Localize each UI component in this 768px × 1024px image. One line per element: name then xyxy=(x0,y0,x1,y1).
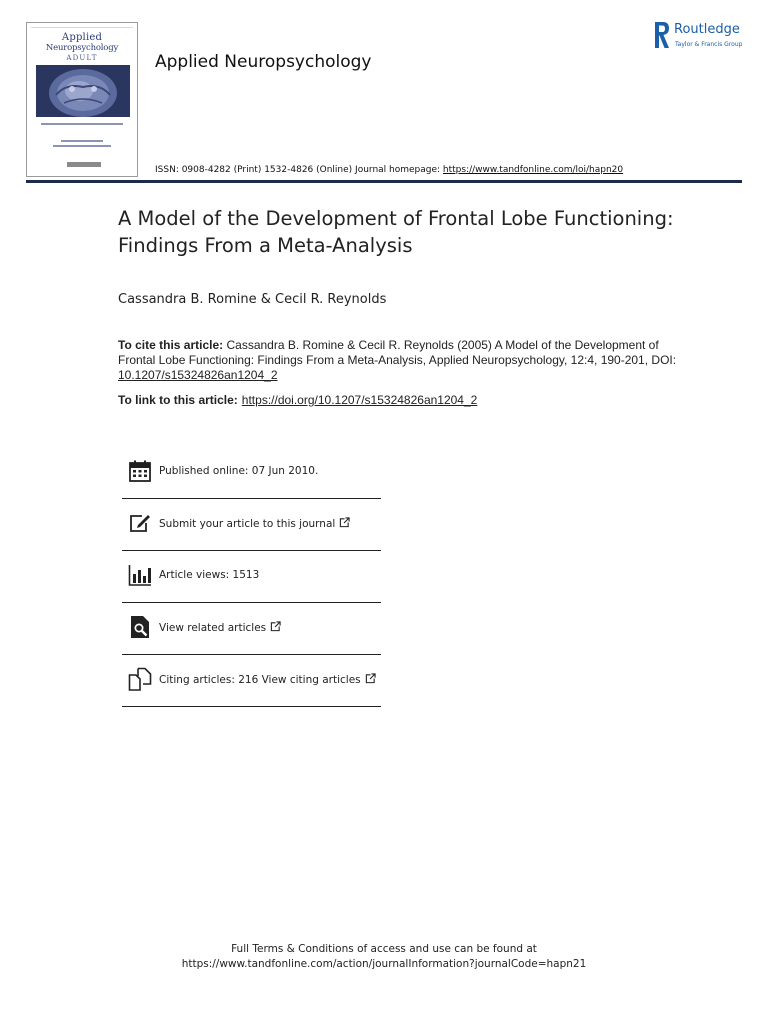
published-online-item xyxy=(122,447,381,499)
cite-doi-link[interactable]: 10.1207/s15324826an1204_2 xyxy=(118,368,278,382)
cover-top-rule xyxy=(31,27,133,28)
edit-icon xyxy=(128,511,152,535)
journal-title: Applied Neuropsychology xyxy=(155,52,372,72)
citing-articles-item[interactable] xyxy=(122,655,381,707)
journal-homepage-link[interactable]: https://www.tandfonline.com/loi/hapn20 xyxy=(442,165,624,175)
article-link-block xyxy=(118,393,678,407)
external-link-icon xyxy=(365,673,376,684)
cover-title-line-1: Applied xyxy=(61,32,103,43)
article-authors: Cassandra B. Romine & Cecil R. Reynolds xyxy=(118,292,387,307)
routledge-r-icon xyxy=(654,21,670,49)
article-metadata-list xyxy=(122,447,381,707)
publisher-logo[interactable] xyxy=(654,21,746,51)
issn-text: ISSN: 0908-4282 (Print) 1532-4826 (Online) Journal homepage: xyxy=(155,165,443,175)
related-articles-text: View related articles xyxy=(159,622,267,634)
publisher-name: Routledge xyxy=(674,22,740,37)
cite-text: Cassandra B. Romine & Cecil R. Reynolds (2005) A Model of the Development of Frontal Lobe Functioning: Findings From a Meta-Analysis, Applied Neuropsychology, 12:4, 190-201, DOI: xyxy=(118,338,677,367)
external-link-icon xyxy=(339,517,350,528)
publisher-group: Taylor & Francis Group xyxy=(675,41,743,48)
link-label: To link to this article: xyxy=(118,393,238,407)
article-doi-link[interactable]: https://doi.org/10.1207/s15324826an1204_2 xyxy=(241,393,478,407)
cover-text-line xyxy=(41,123,123,125)
bar-chart-icon xyxy=(128,563,152,587)
article-views-label: Article views: 1513 xyxy=(159,569,260,581)
terms-line-1: Full Terms & Conditions of access and use can be found at xyxy=(231,943,537,955)
article-title: A Model of the Development of Frontal Lobe Functioning: Findings From a Meta-Analysis xyxy=(118,207,674,257)
submit-article-item[interactable] xyxy=(122,499,381,551)
calendar-icon xyxy=(128,459,152,483)
published-online-label: Published online: 07 Jun 2010. xyxy=(159,465,319,477)
issn-line xyxy=(155,165,623,175)
cover-text-line xyxy=(61,140,103,142)
submit-article-label xyxy=(159,517,350,530)
cover-publisher-logo xyxy=(67,162,101,167)
cite-label: To cite this article: xyxy=(118,338,224,352)
cover-title-line-2: Neuropsychology xyxy=(45,43,119,53)
external-link-icon xyxy=(270,621,281,632)
cover-brain-scan-image xyxy=(36,65,130,117)
related-articles-label xyxy=(159,621,281,634)
terms-link[interactable]: https://www.tandfonline.com/action/journalInformation?journalCode=hapn21 xyxy=(181,958,587,970)
citing-articles-label xyxy=(159,673,376,686)
citing-articles-text: Citing articles: 216 View citing articles xyxy=(159,674,361,686)
cover-text-line xyxy=(53,145,111,147)
terms-footer xyxy=(0,942,768,972)
article-views-item xyxy=(122,551,381,603)
document-search-icon xyxy=(128,615,152,639)
header-divider xyxy=(26,180,742,183)
journal-cover-image xyxy=(26,22,138,177)
related-articles-item[interactable] xyxy=(122,603,381,655)
submit-article-text: Submit your article to this journal xyxy=(159,518,336,530)
citing-documents-icon xyxy=(128,667,152,691)
cover-title-line-3: ADULT xyxy=(66,54,98,62)
citation-block xyxy=(118,338,678,383)
